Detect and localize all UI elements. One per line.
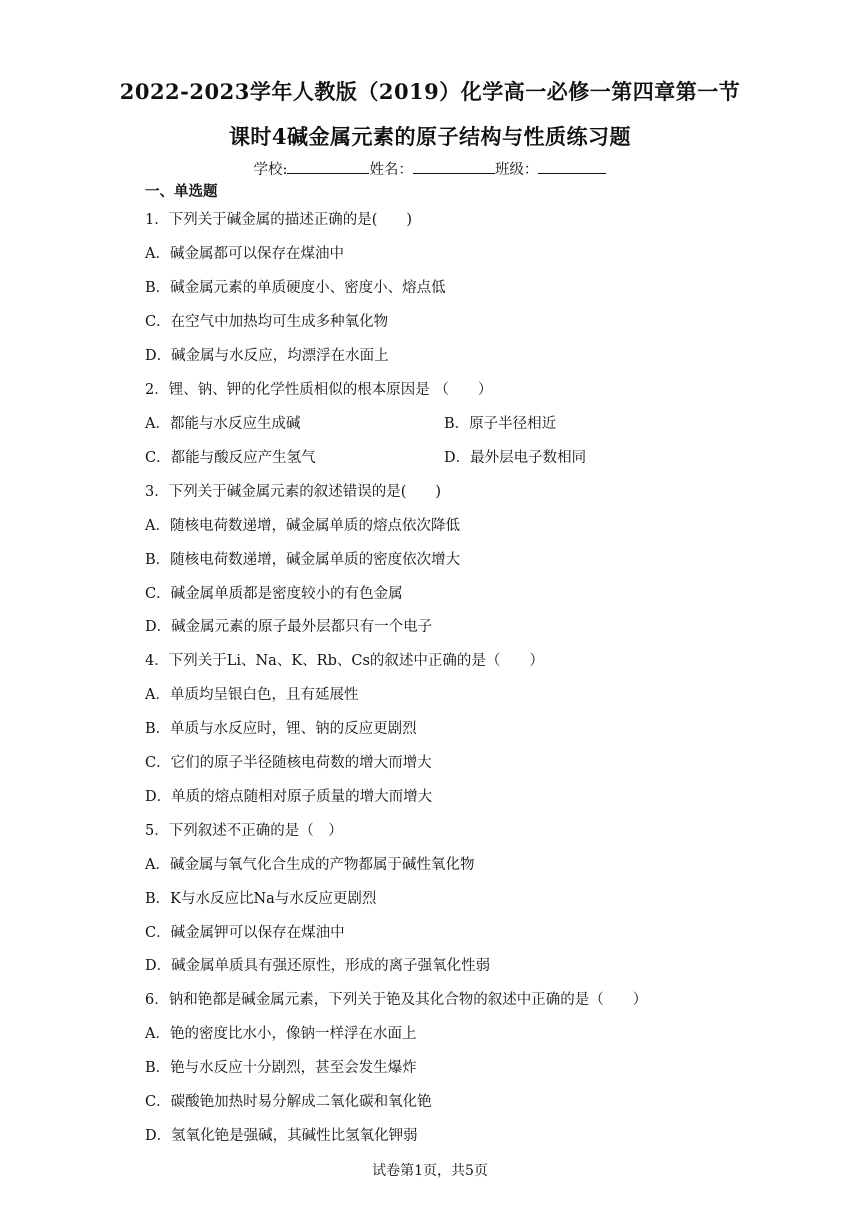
question-1-option-d: D．碱金属与水反应，均漂浮在水面上 [145, 348, 389, 364]
class-blank[interactable] [538, 159, 606, 174]
question-6-option-b: B．铯与水反应十分剧烈，甚至会发生爆炸 [145, 1060, 417, 1076]
question-1-option-b: B．碱金属元素的单质硬度小、密度小、熔点低 [145, 280, 446, 296]
question-5-option-a: A．碱金属与氧气化合生成的产物都属于碱性氧化物 [145, 857, 475, 873]
question-5-option-d: D．碱金属单质具有强还原性，形成的离子强氧化性弱 [145, 958, 491, 974]
question-3-option-d: D．碱金属元素的原子最外层都只有一个电子 [145, 619, 433, 635]
exam-title-line1: 2022-2023学年人教版（2019）化学高一必修一第四章第一节 [119, 79, 741, 104]
question-6-option-a: A．铯的密度比水小，像钠一样浮在水面上 [145, 1026, 417, 1042]
question-5-option-c: C．碱金属钾可以保存在煤油中 [145, 925, 345, 941]
page-footer: 试卷第1页，共5页 [372, 1163, 488, 1179]
question-2-option-c: C．都能与酸反应产生氢气 [145, 450, 316, 466]
question-1-option-c: C．在空气中加热均可生成多种氧化物 [145, 314, 389, 330]
question-4-stem: 4．下列关于Li、Na、K、Rb、Cs的叙述中正确的是（ ） [145, 653, 544, 669]
question-3-option-a: A．随核电荷数递增，碱金属单质的熔点依次降低 [145, 518, 460, 534]
school-blank[interactable] [287, 159, 369, 174]
question-1-option-a: A．碱金属都可以保存在煤油中 [145, 246, 344, 262]
class-label: 班级： [494, 162, 539, 178]
question-3-option-c: C．碱金属单质都是密度较小的有色金属 [145, 586, 403, 602]
section-title: 一、单选题 [145, 183, 218, 200]
name-blank[interactable] [413, 159, 495, 174]
exam-title-line2: 课时4碱金属元素的原子结构与性质练习题 [228, 124, 632, 149]
question-2-option-a: A．都能与水反应生成碱 [145, 416, 301, 432]
student-info-row [0, 158, 860, 179]
question-6-stem: 6．钠和铯都是碱金属元素，下列关于铯及其化合物的叙述中正确的是（ ） [145, 992, 648, 1008]
question-3-option-b: B．随核电荷数递增，碱金属单质的密度依次增大 [145, 552, 461, 568]
school-label: 学校: [253, 162, 288, 178]
question-4-option-d: D．单质的熔点随相对原子质量的增大而增大 [145, 789, 433, 805]
question-2-option-b: B．原子半径相近 [444, 416, 557, 432]
question-5-option-b: B．K与水反应比Na与水反应更剧烈 [145, 891, 377, 907]
question-2-option-d: D．最外层电子数相同 [444, 450, 587, 466]
question-4-option-a: A．单质均呈银白色，且有延展性 [145, 687, 359, 703]
question-6-option-d: D．氢氧化铯是强碱，其碱性比氢氧化钾弱 [145, 1128, 418, 1144]
question-6-option-c: C．碳酸铯加热时易分解成二氧化碳和氧化铯 [145, 1094, 432, 1110]
name-label: 姓名： [369, 162, 413, 178]
question-3-stem: 3．下列关于碱金属元素的叙述错误的是( ) [145, 484, 442, 500]
question-5-stem: 5．下列叙述不正确的是（ ） [145, 823, 343, 839]
question-1-stem: 1．下列关于碱金属的描述正确的是( ) [145, 212, 413, 228]
question-4-option-c: C．它们的原子半径随核电荷数的增大而增大 [145, 755, 432, 771]
question-4-option-b: B．单质与水反应时，锂、钠的反应更剧烈 [145, 721, 417, 737]
question-2-stem: 2．锂、钠、钾的化学性质相似的根本原因是 （ ） [145, 382, 493, 398]
